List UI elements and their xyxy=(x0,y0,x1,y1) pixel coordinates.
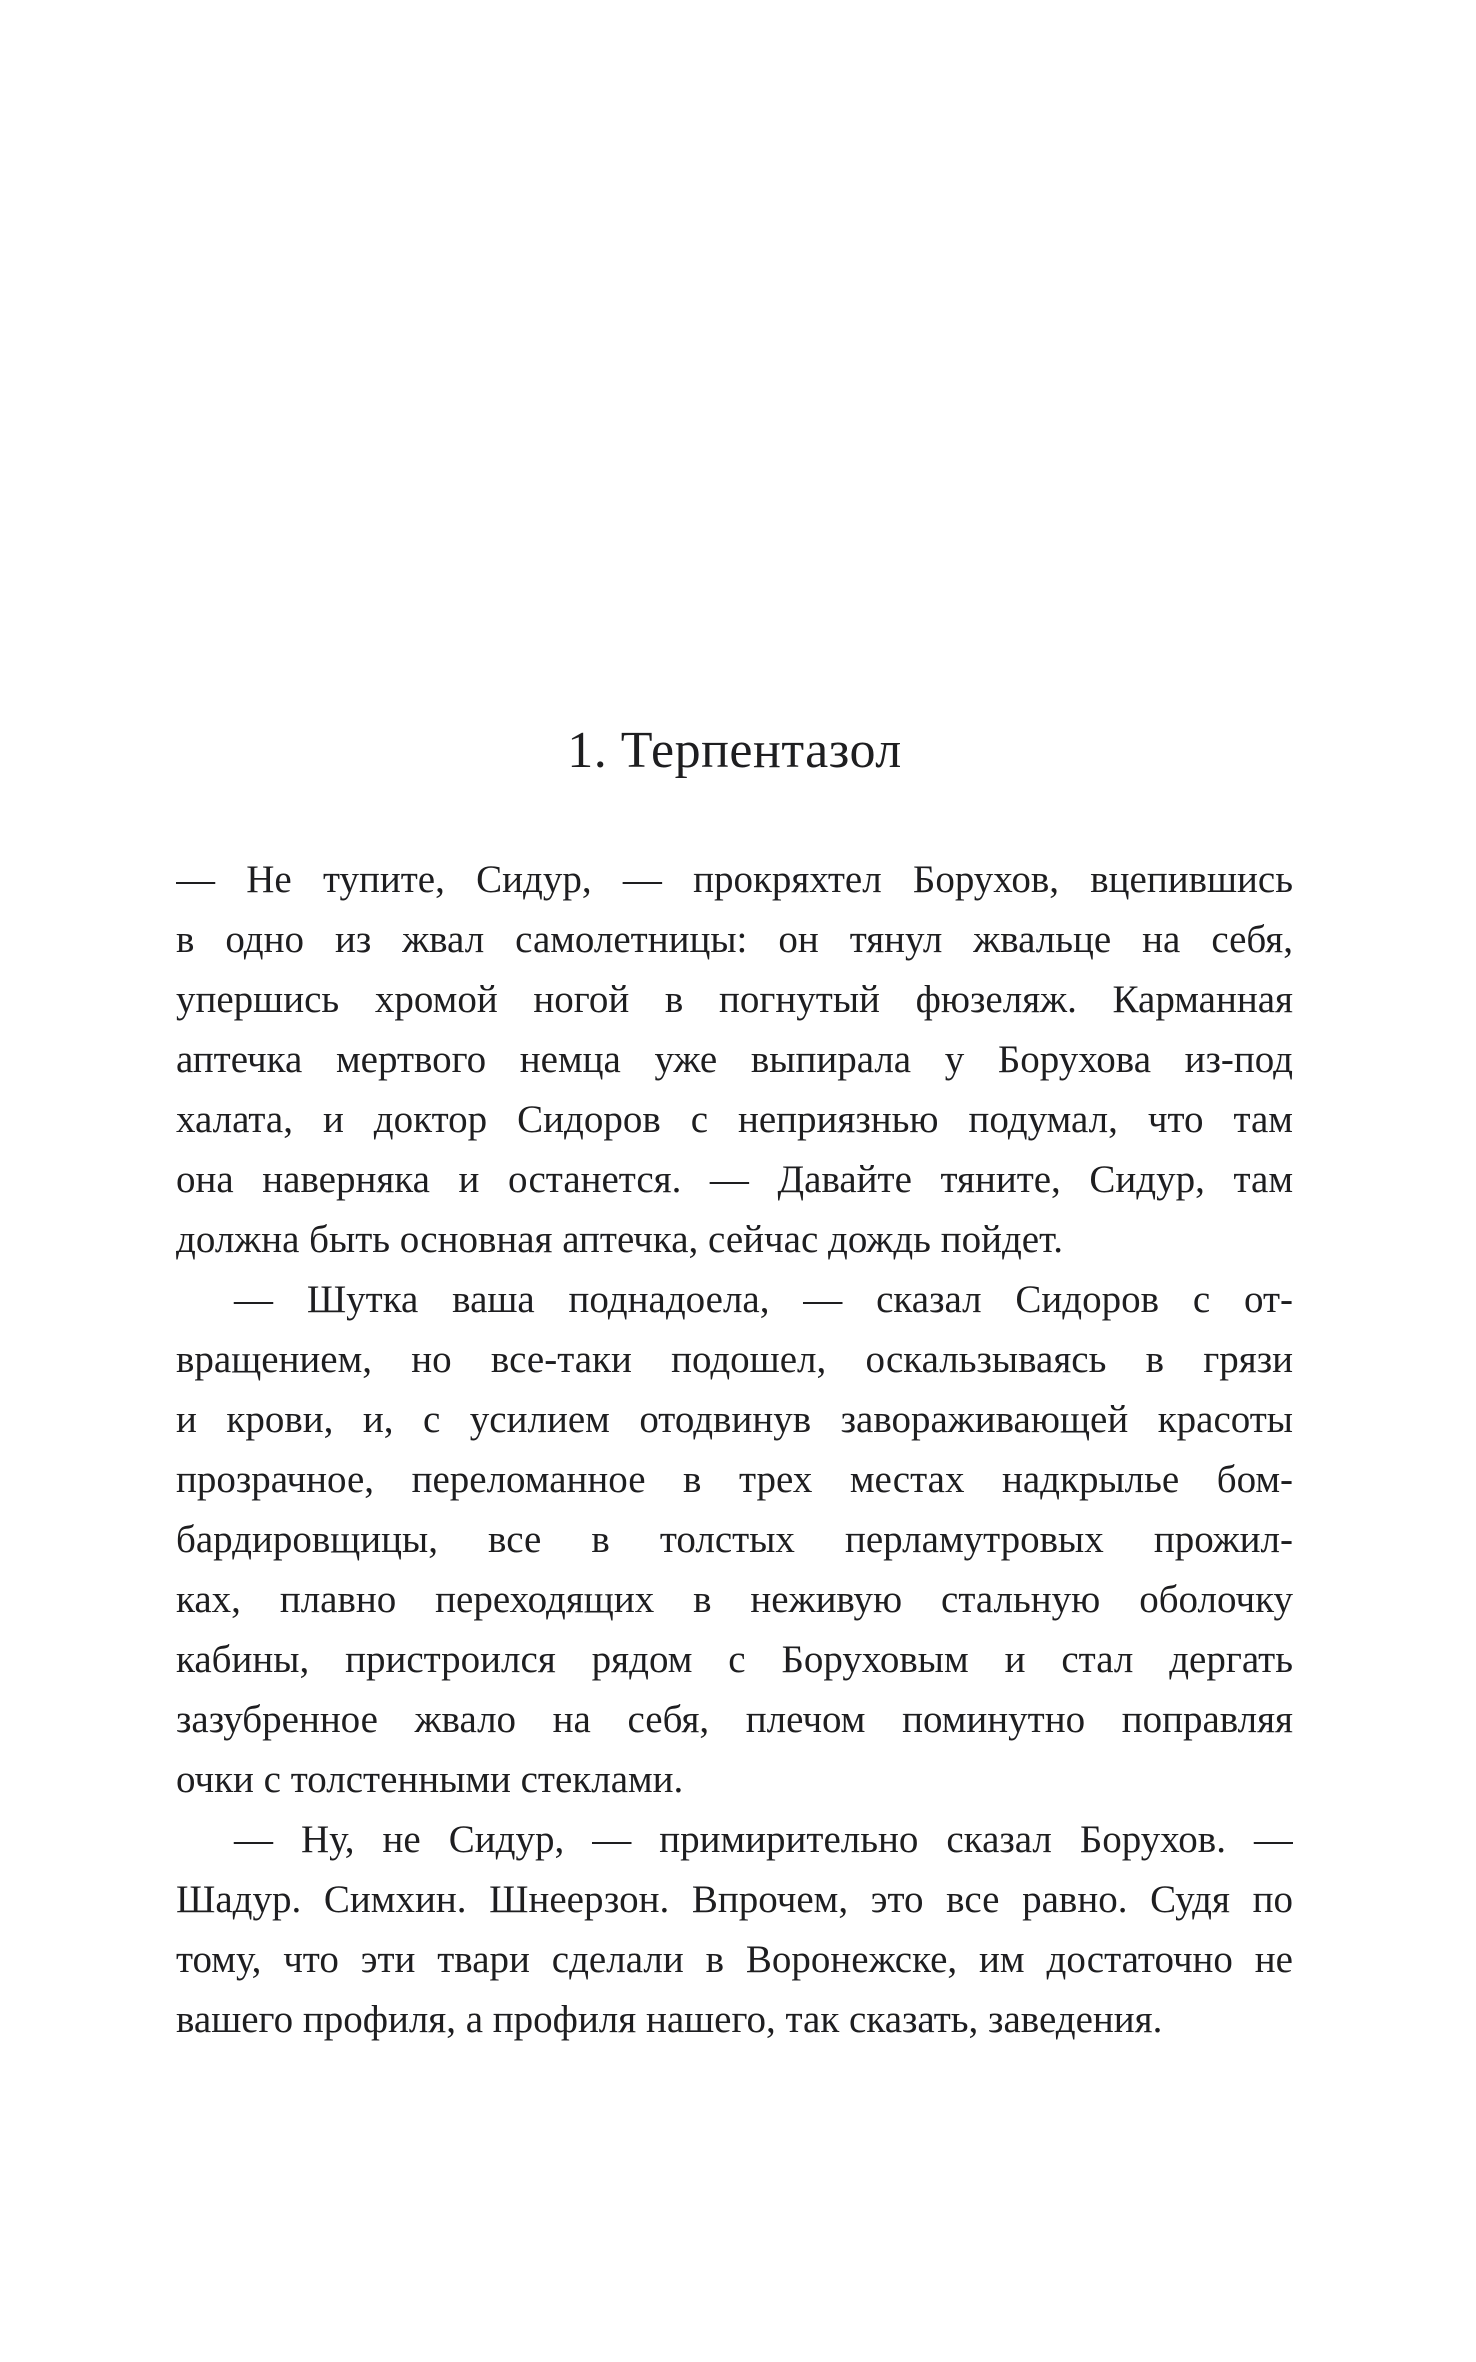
text-line: прозрачное, переломанное в трех местах надкрылье бом- xyxy=(176,1458,1293,1501)
chapter-text xyxy=(176,850,1293,2050)
text-line: — Ну, не Сидур, — примирительно сказал Борухов. — xyxy=(234,1818,1293,1861)
chapter-title: 1. Терпентазол xyxy=(567,722,902,779)
text-line: и крови, и, с усилием отодвинув завораживающей красоты xyxy=(176,1398,1293,1441)
text-line: аптечка мертвого немца уже выпирала у Борухова из-под xyxy=(176,1038,1293,1081)
text-line: очки с толстенными стеклами. xyxy=(176,1758,684,1801)
text-line: Шадур. Симхин. Шнеерзон. Впрочем, это все равно. Судя по xyxy=(176,1878,1293,1921)
text-line: — Не тупите, Сидур, — прокряхтел Борухов, вцепившись xyxy=(176,858,1293,901)
text-line: — Шутка ваша поднадоела, — сказал Сидоров с от- xyxy=(234,1278,1293,1321)
text-line: упершись хромой ногой в погнутый фюзеляж. Карманная xyxy=(176,978,1293,1021)
text-line: должна быть основная аптечка, сейчас дождь пойдет. xyxy=(176,1218,1063,1261)
text-line: тому, что эти твари сделали в Воронежске, им достаточно не xyxy=(176,1938,1293,1981)
text-line: вращением, но все-таки подошел, оскальзываясь в грязи xyxy=(176,1338,1293,1381)
text-line: зазубренное жвало на себя, плечом поминутно поправляя xyxy=(176,1698,1293,1741)
text-line: в одно из жвал самолетницы: он тянул жвальце на себя, xyxy=(176,918,1293,961)
text-line: кабины, пристроился рядом с Боруховым и стал дергать xyxy=(176,1638,1293,1681)
text-line: ках, плавно переходящих в неживую стальную оболочку xyxy=(176,1578,1293,1621)
text-line: бардировщицы, все в толстых перламутровых прожил- xyxy=(176,1518,1293,1561)
text-line: халата, и доктор Сидоров с неприязнью подумал, что там xyxy=(176,1098,1293,1141)
text-line: она наверняка и останется. — Давайте тяните, Сидур, там xyxy=(176,1158,1293,1201)
text-line: вашего профиля, а профиля нашего, так сказать, заведения. xyxy=(176,1998,1163,2041)
